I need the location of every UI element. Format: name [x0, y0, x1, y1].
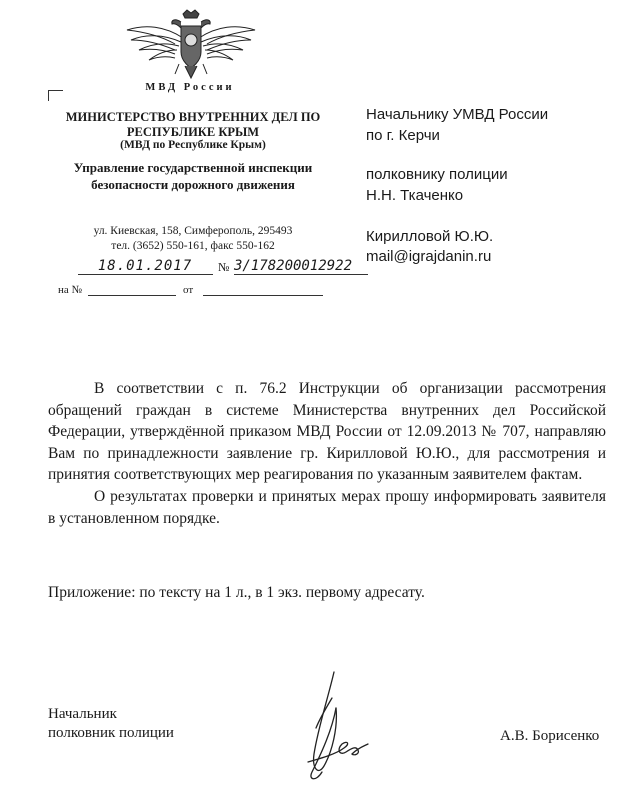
handwritten-signature-icon	[288, 668, 378, 788]
registration-number: 3/178200012922	[234, 258, 353, 274]
sender-ministry-short: (МВД по Республике Крым)	[120, 139, 266, 151]
body-paragraph-1: В соответствии с п. 76.2 Инструкции об организации рассмотрения обращений граждан в системе Министерства внутренних дел Российской Федерации, утверждённой приказом МВД России от 12.09.2013 № 707, направляю Вам по принадлежности заявление гр. Кирилловой Ю.Ю., для рассмотрения и принятия соответствующих мер реагирования по указанным заявителем фактам.	[48, 380, 606, 484]
applicant-email: mail@igrajdanin.ru	[366, 248, 492, 265]
signer-position: Начальник	[48, 706, 117, 722]
signer-name: А.В. Борисенко	[500, 728, 600, 744]
sender-address	[48, 224, 338, 254]
emblem-caption: МВД России	[145, 82, 235, 93]
registration-date: 18.01.2017	[97, 258, 193, 274]
registration-date-underline	[78, 274, 213, 275]
recipient-rank: полковнику полиции	[366, 166, 508, 183]
reference-number-label: на №	[58, 284, 83, 296]
reference-line	[58, 284, 328, 300]
registration-line	[48, 258, 353, 280]
recipient-name: Н.Н. Ткаченко	[366, 187, 464, 204]
signer-rank: полковник полиции	[48, 725, 174, 741]
recipient-title: Начальнику УМВД России	[366, 106, 549, 123]
sender-department: Управление государственной инспекции безопасности дорожного движения	[73, 160, 313, 192]
registration-number-label: №	[218, 260, 230, 274]
applicant-name: Кирилловой Ю.Ю.	[366, 228, 494, 245]
letter-body	[48, 378, 606, 529]
reference-date-label: от	[183, 284, 194, 296]
sender-ministry: МИНИСТЕРСТВО ВНУТРЕННИХ ДЕЛ ПО РЕСПУБЛИКЕ КРЫМ	[65, 110, 321, 139]
recipient-location: по г. Керчи	[366, 127, 440, 144]
reference-number-blank	[88, 295, 176, 296]
emblem-icon	[125, 8, 257, 82]
sender-phone-line: тел. (3652) 550-161, факс 550-162	[111, 240, 275, 252]
body-paragraph-2: О результатах проверки и принятых мерах прошу информировать заявителя в установленном порядке.	[48, 487, 606, 527]
corner-mark	[48, 90, 63, 101]
reference-date-blank	[203, 295, 323, 296]
sender-address-line-1: ул. Киевская, 158, Симферополь, 295493	[93, 225, 293, 237]
attachment-note: Приложение: по тексту на 1 л., в 1 экз. первому адресату.	[48, 584, 425, 601]
registration-number-underline	[234, 274, 368, 275]
